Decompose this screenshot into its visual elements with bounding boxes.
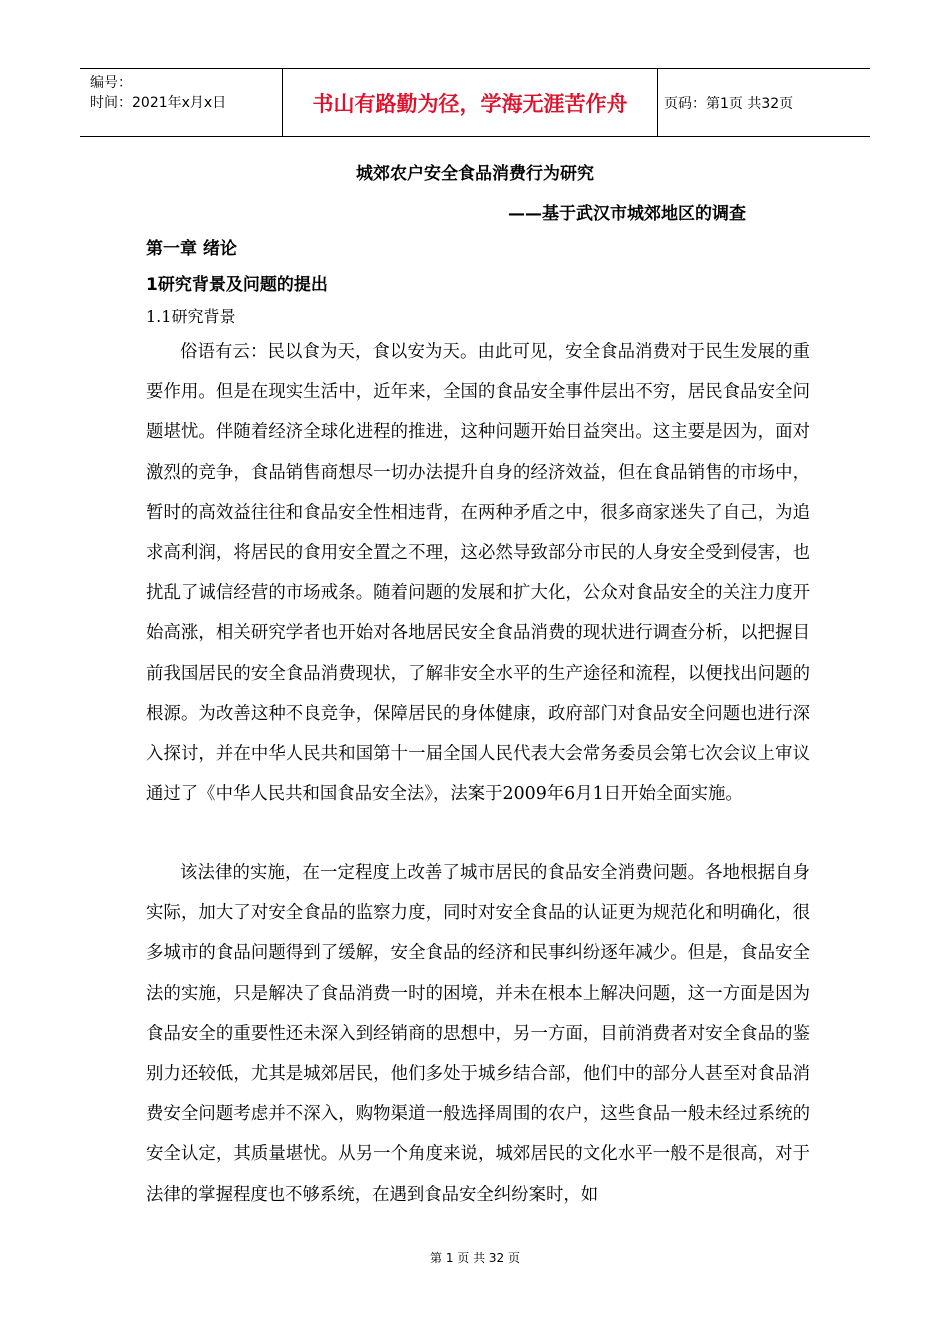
subsection-heading: 1.1研究背景: [146, 307, 236, 326]
page-footer: 第 1 页 共 32 页: [430, 1251, 520, 1265]
section-heading: 1研究背景及问题的提出: [146, 275, 328, 295]
chapter-heading: 第一章 绪论: [146, 239, 237, 259]
document-title: 城郊农户安全食品消费行为研究: [356, 164, 594, 184]
page-info-text: 页码：第1页 共32页: [664, 95, 794, 112]
paragraph-text: 俗语有云：民以食为天，食以安为天。由此可见，安全食品消费对于民生发展的重要作用。但是在现实生活中，近年来，全国的食品安全事件层出不穷，居民食品安全问题堪忧。伴随着经济全球化进程的推进，这种问题开始日益突出。这主要是因为，面对激烈的竞争，食品销售商想尽一切办法提升自身的经济效益，但在食品销售的市场中，暂时的高效益往往和食品安全性相违背，在两种矛盾之中，很多商家迷失了自己，为追求高利润，将居民的食用安全置之不理，这必然导致部分市民的人身安全受到侵害，也扰乱了诚信经营的市场戒条。随着问题的发展和扩大化，公众对食品安全的关注力度开始高涨，相关研究学者也开始对各地居民安全食品消费的现状进行调查分析，以把握目前我国居民的安全食品消费现状，了解非安全水平的生产途径和流程，以便找出问题的根源。为改善这种不良竞争，保障居民的身体健康，政府部门对食品安全问题也进行深入探讨，并在中华人民共和国第十一届全国人民代表大会常务委员会第七次会议上审议通过了《中华人民共和国食品安全法》，法案于2009年6月1日开始全面实施。: [146, 342, 810, 805]
header-motto: 书山有路勤为径，学海无涯苦作舟: [312, 91, 628, 116]
code-label: 编号：: [90, 75, 132, 91]
document-subtitle: ——基于武汉市城郊地区的调查: [508, 204, 746, 224]
header-page-info: [658, 69, 870, 136]
header-meta: [80, 69, 283, 136]
header-motto-cell: [283, 69, 658, 136]
document-header: [80, 68, 870, 137]
body-paragraph-2: [146, 853, 810, 1215]
paragraph-text: 该法律的实施，在一定程度上改善了城市居民的食品安全消费问题。各地根据自身实际，加大了对安全食品的监察力度，同时对安全食品的认证更为规范化和明确化，很多城市的食品问题得到了缓解，安全食品的经济和民事纠纷逐年减少。但是，食品安全法的实施，只是解决了食品消费一时的困境，并未在根本上解决问题，这一方面是因为食品安全的重要性还未深入到经销商的思想中，另一方面，目前消费者对安全食品的鉴别力还较低，尤其是城郊居民，他们多处于城乡结合部，他们中的部分人甚至对食品消费安全问题考虑并不深入，购物渠道一般选择周围的农户，这些食品一般未经过系统的安全认定，其质量堪忧。从另一个角度来说，城郊居民的文化水平一般不是很高，对于法律的掌握程度也不够系统，在遇到食品安全纠纷案时，如: [146, 863, 810, 1205]
time-label: 时间：2021年x月x日: [90, 95, 227, 111]
body-paragraph-1: [146, 332, 810, 814]
